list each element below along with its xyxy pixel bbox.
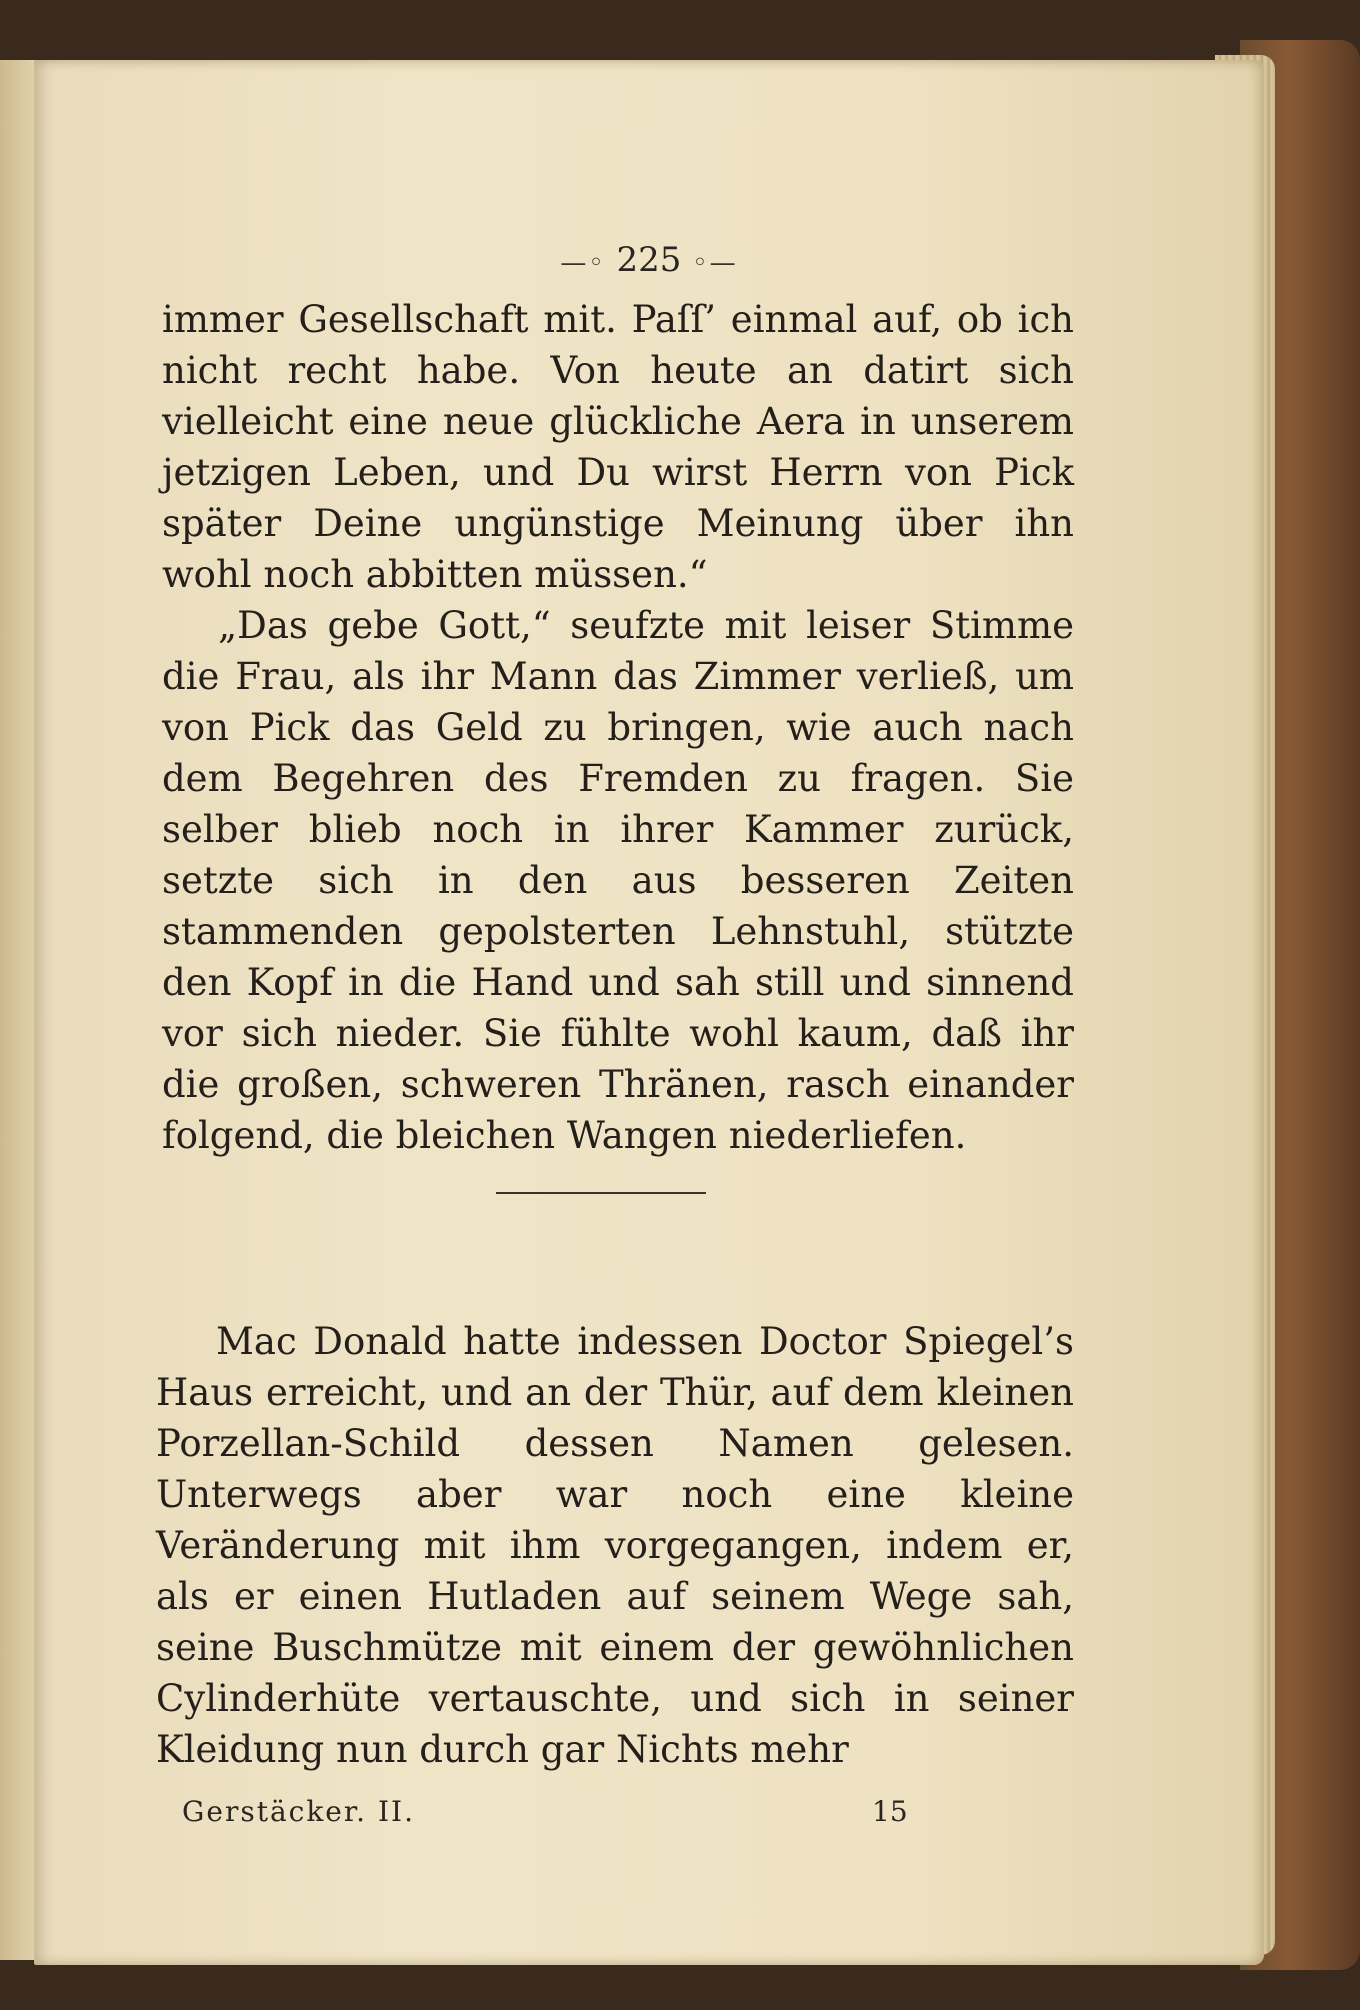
page-number: 225 [616, 240, 682, 280]
ornament-left-icon: —◦ [560, 248, 606, 278]
page-footer [182, 1795, 922, 1835]
page-header [34, 230, 1264, 290]
book-page [34, 60, 1264, 1965]
section-divider [496, 1192, 706, 1194]
paragraph: immer Gesellschaft mit. Paſſ’ einmal auf, ob ich nicht recht habe. Von heute an datirt sich vielleicht eine neue glückliche Aera in unserem jetzigen Leben, und Du wirst Herrn von Pick später Deine ungünstige Meinung über ihn wohl noch abbitten müssen.“ [162, 298, 1074, 596]
paragraph: Mac Donald hatte indessen Doctor Spiegel’s Haus erreicht, und an der Thür, auf dem kleinen Porzellan-Schild dessen Namen gelesen. Unterwegs aber war noch eine kleine Veränderung mit ihm vorgegangen, indem er, als er einen Hutladen auf seinem Wege sah, seine Buschmütze mit einem der gewöhnlichen Cylinderhüte vertauschte, und sich in seiner Kleidung nun durch gar Nichts mehr [156, 1320, 1074, 1771]
paragraph: „Das gebe Gott,“ seufzte mit leiser Stimme die Frau, als ihr Mann das Zimmer verließ, um von Pick das Geld zu bringen, wie auch nach dem Begehren des Fremden zu fragen. Sie selber blieb noch in ihrer Kammer zurück, setzte sich in den aus besseren Zeiten stammenden gepolsterten Lehnstuhl, stützte den Kopf in die Hand und sah still und sinnend vor sich nieder. Sie fühlte wohl kaum, daß ihr die großen, schweren Thränen, rasch einander folgend, die bleichen Wangen niederliefen. [162, 604, 1074, 1157]
ornament-right-icon: ◦— [692, 248, 738, 278]
body-text-bottom [156, 1316, 1074, 1775]
printer-signature: Gerstäcker. II. [182, 1795, 415, 1828]
body-text-top [162, 294, 1074, 1161]
signature-number: 15 [872, 1795, 908, 1828]
